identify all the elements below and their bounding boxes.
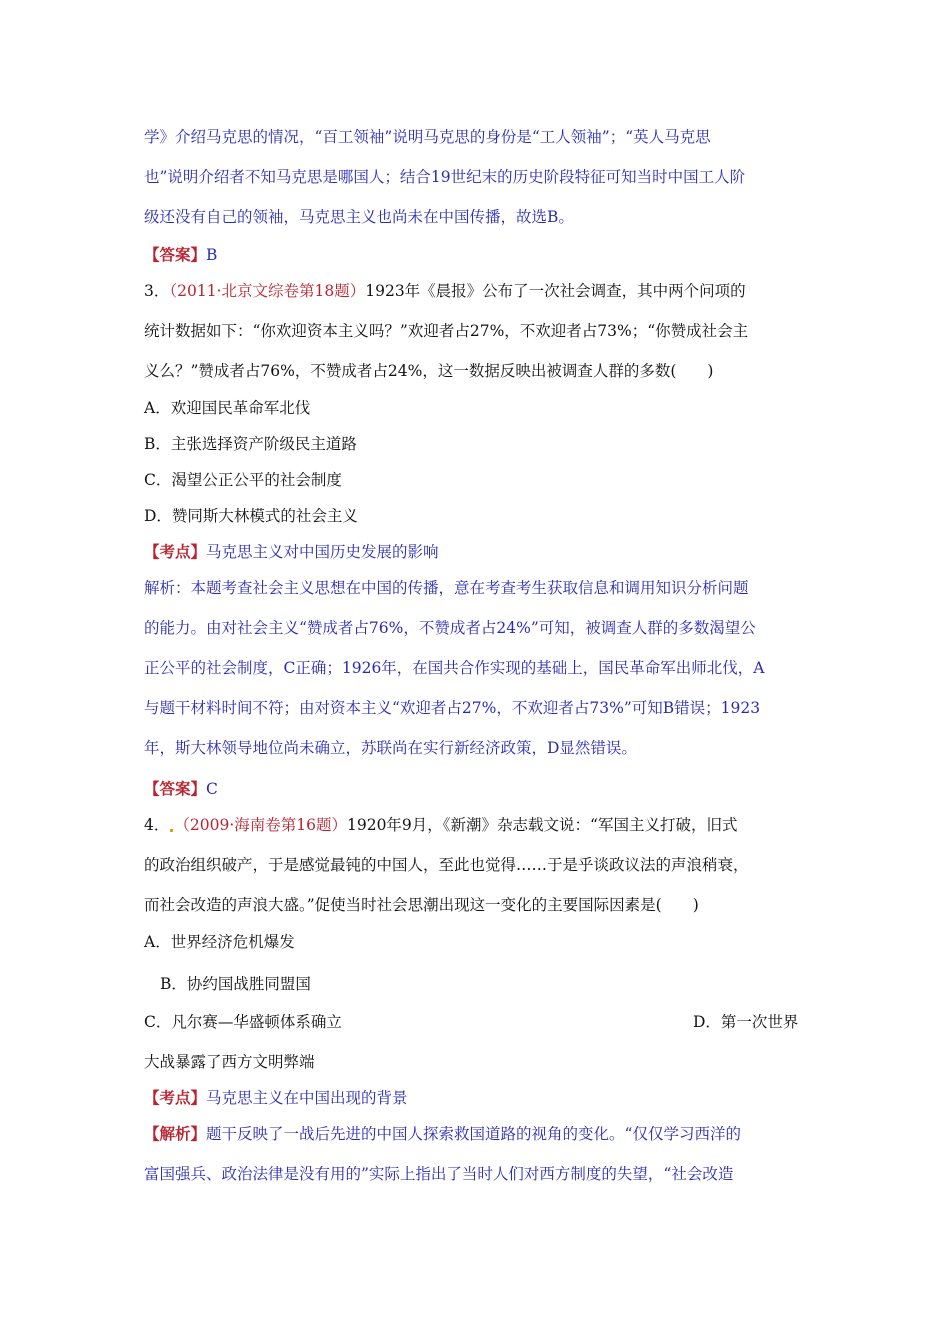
q4-option-d-continued: 大战暴露了西方文明弊端 bbox=[144, 1053, 315, 1071]
q4-option-c: C．凡尔赛—华盛顿体系确立 bbox=[144, 1013, 342, 1031]
q4-stem-text-1: 1920年9月，《新潮》杂志载文说：“军国主义打破，旧式 bbox=[346, 816, 738, 834]
q3-kaodian bbox=[144, 541, 439, 563]
edit-mark-icon bbox=[170, 829, 173, 832]
q4-analysis-label: 【解析】 bbox=[144, 1124, 207, 1143]
q3-answer-label: 【答案】 bbox=[144, 779, 207, 798]
q4-analysis-text-1: 题干反映了一战后先进的中国人探索救国道路的视角的变化。“仅仅学习西洋的 bbox=[206, 1125, 741, 1143]
q2-answer-value: B bbox=[206, 246, 218, 264]
q4-analysis-line-1 bbox=[144, 1123, 741, 1145]
q3-analysis-label: 解析： bbox=[144, 579, 191, 597]
q3-source: （2011·北京文综卷第18题） bbox=[169, 282, 366, 300]
q4-number: 4． bbox=[144, 816, 170, 834]
q4-option-b: B．协约国战胜同盟国 bbox=[160, 975, 311, 993]
q4-kaodian-label: 【考点】 bbox=[144, 1088, 207, 1107]
q3-analysis-line-2: 的能力。由对社会主义“赞成者占76%，不赞成者占24%”可知，被调查人群的多数渴望公 bbox=[144, 619, 756, 637]
q3-stem-line-1 bbox=[144, 280, 746, 302]
q3-answer-value: C bbox=[206, 780, 218, 798]
q3-option-d: D．赞同斯大林模式的社会主义 bbox=[144, 507, 358, 525]
q3-analysis-line-3: 正公平的社会制度，C正确；1926年，在国共合作实现的基础上，国民革命军出师北伐，A bbox=[144, 659, 765, 677]
q2-explanation-line-1: 学》介绍马克思的情况，“百工领袖”说明马克思的身份是“工人领袖”；“英人马克思 bbox=[144, 128, 711, 146]
q4-stem-line-3: 而社会改造的声浪大盛。”促使当时社会思潮出现这一变化的主要国际因素是( ) bbox=[144, 896, 699, 914]
q3-kaodian-text: 马克思主义对中国历史发展的影响 bbox=[206, 543, 439, 561]
q3-stem-text-1: 1923年《晨报》公布了一次社会调查，其中两个问项的 bbox=[365, 282, 746, 300]
q3-analysis-line-5: 年，斯大林领导地位尚未确立，苏联尚在实行新经济政策，D显然错误。 bbox=[144, 739, 637, 757]
q3-analysis-line-1 bbox=[144, 577, 749, 599]
q3-option-a: A．欢迎国民革命军北伐 bbox=[144, 399, 311, 417]
q2-explanation-line-2: 也”说明介绍者不知马克思是哪国人；结合19世纪末的历史阶段特征可知当时中国工人阶 bbox=[144, 168, 746, 186]
q3-option-c: C．渴望公正公平的社会制度 bbox=[144, 471, 342, 489]
q3-analysis-text-1: 本题考查社会主义思想在中国的传播，意在考查考生获取信息和调用知识分析问题 bbox=[190, 579, 749, 597]
q3-analysis-line-4: 与题干材料时间不符；由对资本主义“欢迎者占27%，不欢迎者占73%”可知B错误；1923 bbox=[144, 699, 761, 717]
q4-option-a: A．世界经济危机爆发 bbox=[144, 933, 295, 951]
q3-option-b: B．主张选择资产阶级民主道路 bbox=[144, 435, 357, 453]
q4-stem-line-2: 的政治组织破产，于是感觉最钝的中国人，至此也觉得……于是乎谈政议法的声浪稍衰， bbox=[144, 856, 749, 874]
q3-stem-line-2: 统计数据如下：“你欢迎资本主义吗？”欢迎者占27%，不欢迎者占73%；“你赞成社会主 bbox=[144, 322, 749, 340]
q3-kaodian-label: 【考点】 bbox=[144, 542, 207, 561]
q3-answer bbox=[144, 778, 218, 800]
q4-analysis-line-2: 富国强兵、政治法律是没有用的”实际上指出了当时人们对西方制度的失望，“社会改造 bbox=[144, 1165, 734, 1183]
q2-explanation-line-3: 级还没有自己的领袖，马克思主义也尚未在中国传播，故选B。 bbox=[144, 208, 574, 226]
q3-stem-line-3: 义么？”赞成者占76%，不赞成者占24%，这一数据反映出被调查人群的多数( ) bbox=[144, 362, 714, 380]
q2-answer-label: 【答案】 bbox=[144, 245, 207, 264]
q4-source: （2009·海南卷第16题） bbox=[174, 816, 347, 834]
q4-stem-line-1 bbox=[144, 814, 737, 836]
q2-answer bbox=[144, 244, 217, 266]
q3-number: 3． bbox=[144, 282, 170, 300]
q4-kaodian-text: 马克思主义在中国出现的背景 bbox=[206, 1089, 408, 1107]
q4-kaodian bbox=[144, 1087, 408, 1109]
q4-option-d: D．第一次世界 bbox=[693, 1013, 799, 1031]
